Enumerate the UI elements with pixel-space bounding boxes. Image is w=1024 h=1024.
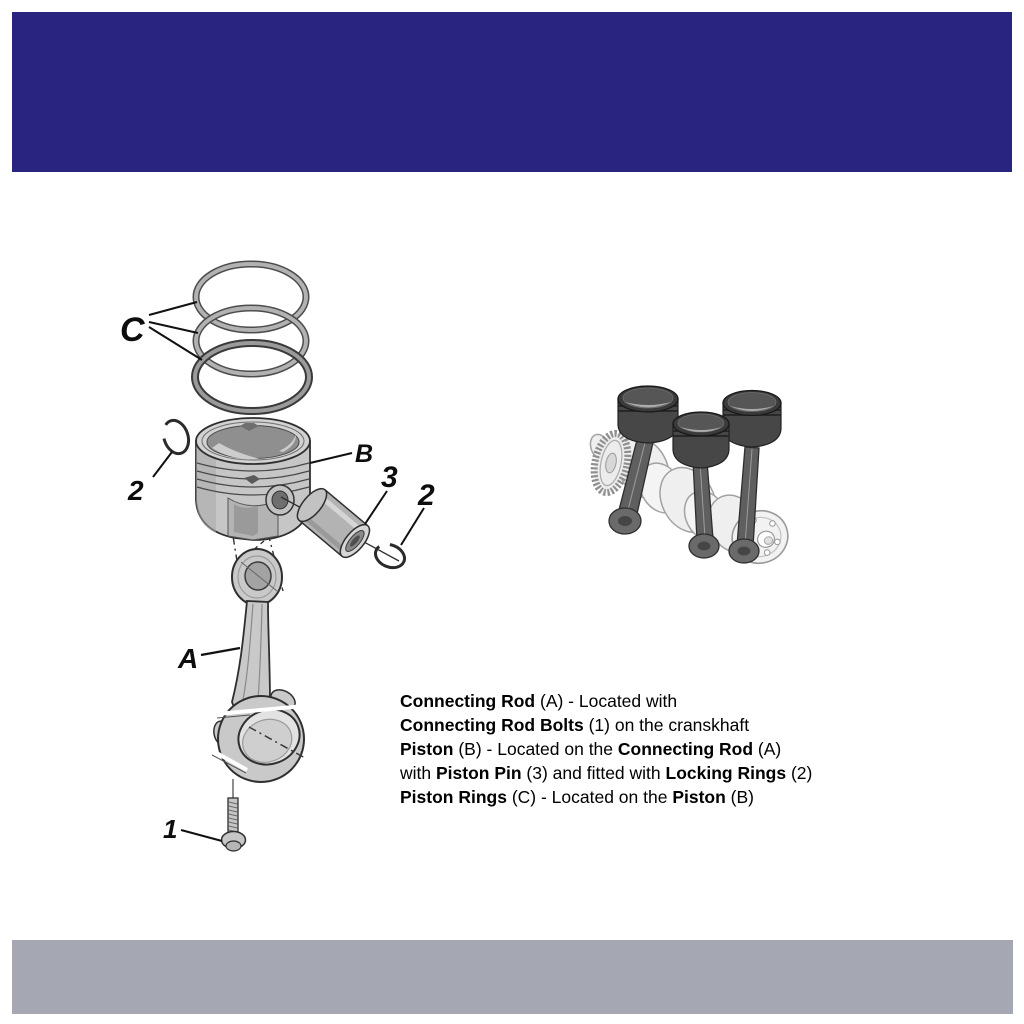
label-piston: B bbox=[355, 440, 374, 468]
part-name: Connecting Rod bbox=[400, 691, 536, 711]
label-connecting-rod: A bbox=[178, 643, 199, 674]
mini-piston-2 bbox=[673, 412, 729, 468]
label-locking-ring-left: 2 bbox=[128, 475, 144, 506]
label-c-group bbox=[120, 302, 202, 360]
label-bolt: 1 bbox=[163, 814, 178, 844]
description-line-4: with Piston Pin (3) and fitted with Locking Rings (2) bbox=[400, 763, 813, 783]
label-b-group bbox=[310, 440, 373, 468]
label-piston-pin: 3 bbox=[381, 461, 398, 494]
label-locking-ring-right: 2 bbox=[418, 479, 435, 512]
description-line-1: Connecting Rod (A) - Located with bbox=[400, 691, 678, 711]
part-name: Connecting Rod bbox=[617, 739, 754, 759]
connecting-rod-figure bbox=[212, 549, 307, 782]
piston-rings-figure bbox=[195, 264, 309, 411]
mini-piston-1 bbox=[618, 386, 678, 443]
label-2-left-group bbox=[127, 452, 172, 506]
label-piston-rings: C bbox=[120, 311, 145, 349]
description-line-5: Piston Rings (C) - Located on the Piston (B) bbox=[400, 787, 755, 807]
label-a-group bbox=[177, 643, 240, 674]
crankshaft-assembly-figure bbox=[587, 386, 795, 570]
piston-figure bbox=[196, 418, 310, 540]
locking-ring-left-figure bbox=[159, 417, 192, 457]
parts-description bbox=[400, 689, 900, 809]
label-1-group bbox=[163, 814, 222, 844]
part-name: Piston Pin bbox=[435, 763, 522, 783]
description-line-3: Piston (B) - Located on the Connecting Rod (A) bbox=[400, 739, 782, 759]
bolt-figure bbox=[222, 779, 246, 851]
part-name: Connecting Rod Bolts bbox=[400, 715, 584, 735]
part-name: Piston Rings bbox=[400, 787, 507, 807]
description-line-2: Connecting Rod Bolts (1) on the cranskhaft bbox=[400, 715, 750, 735]
label-2-right-group bbox=[401, 479, 435, 545]
mini-piston-3 bbox=[723, 391, 781, 448]
part-name: Locking Rings bbox=[665, 763, 787, 783]
part-name: Piston bbox=[400, 739, 454, 759]
part-name: Piston bbox=[672, 787, 726, 807]
label-3-group bbox=[365, 461, 398, 524]
